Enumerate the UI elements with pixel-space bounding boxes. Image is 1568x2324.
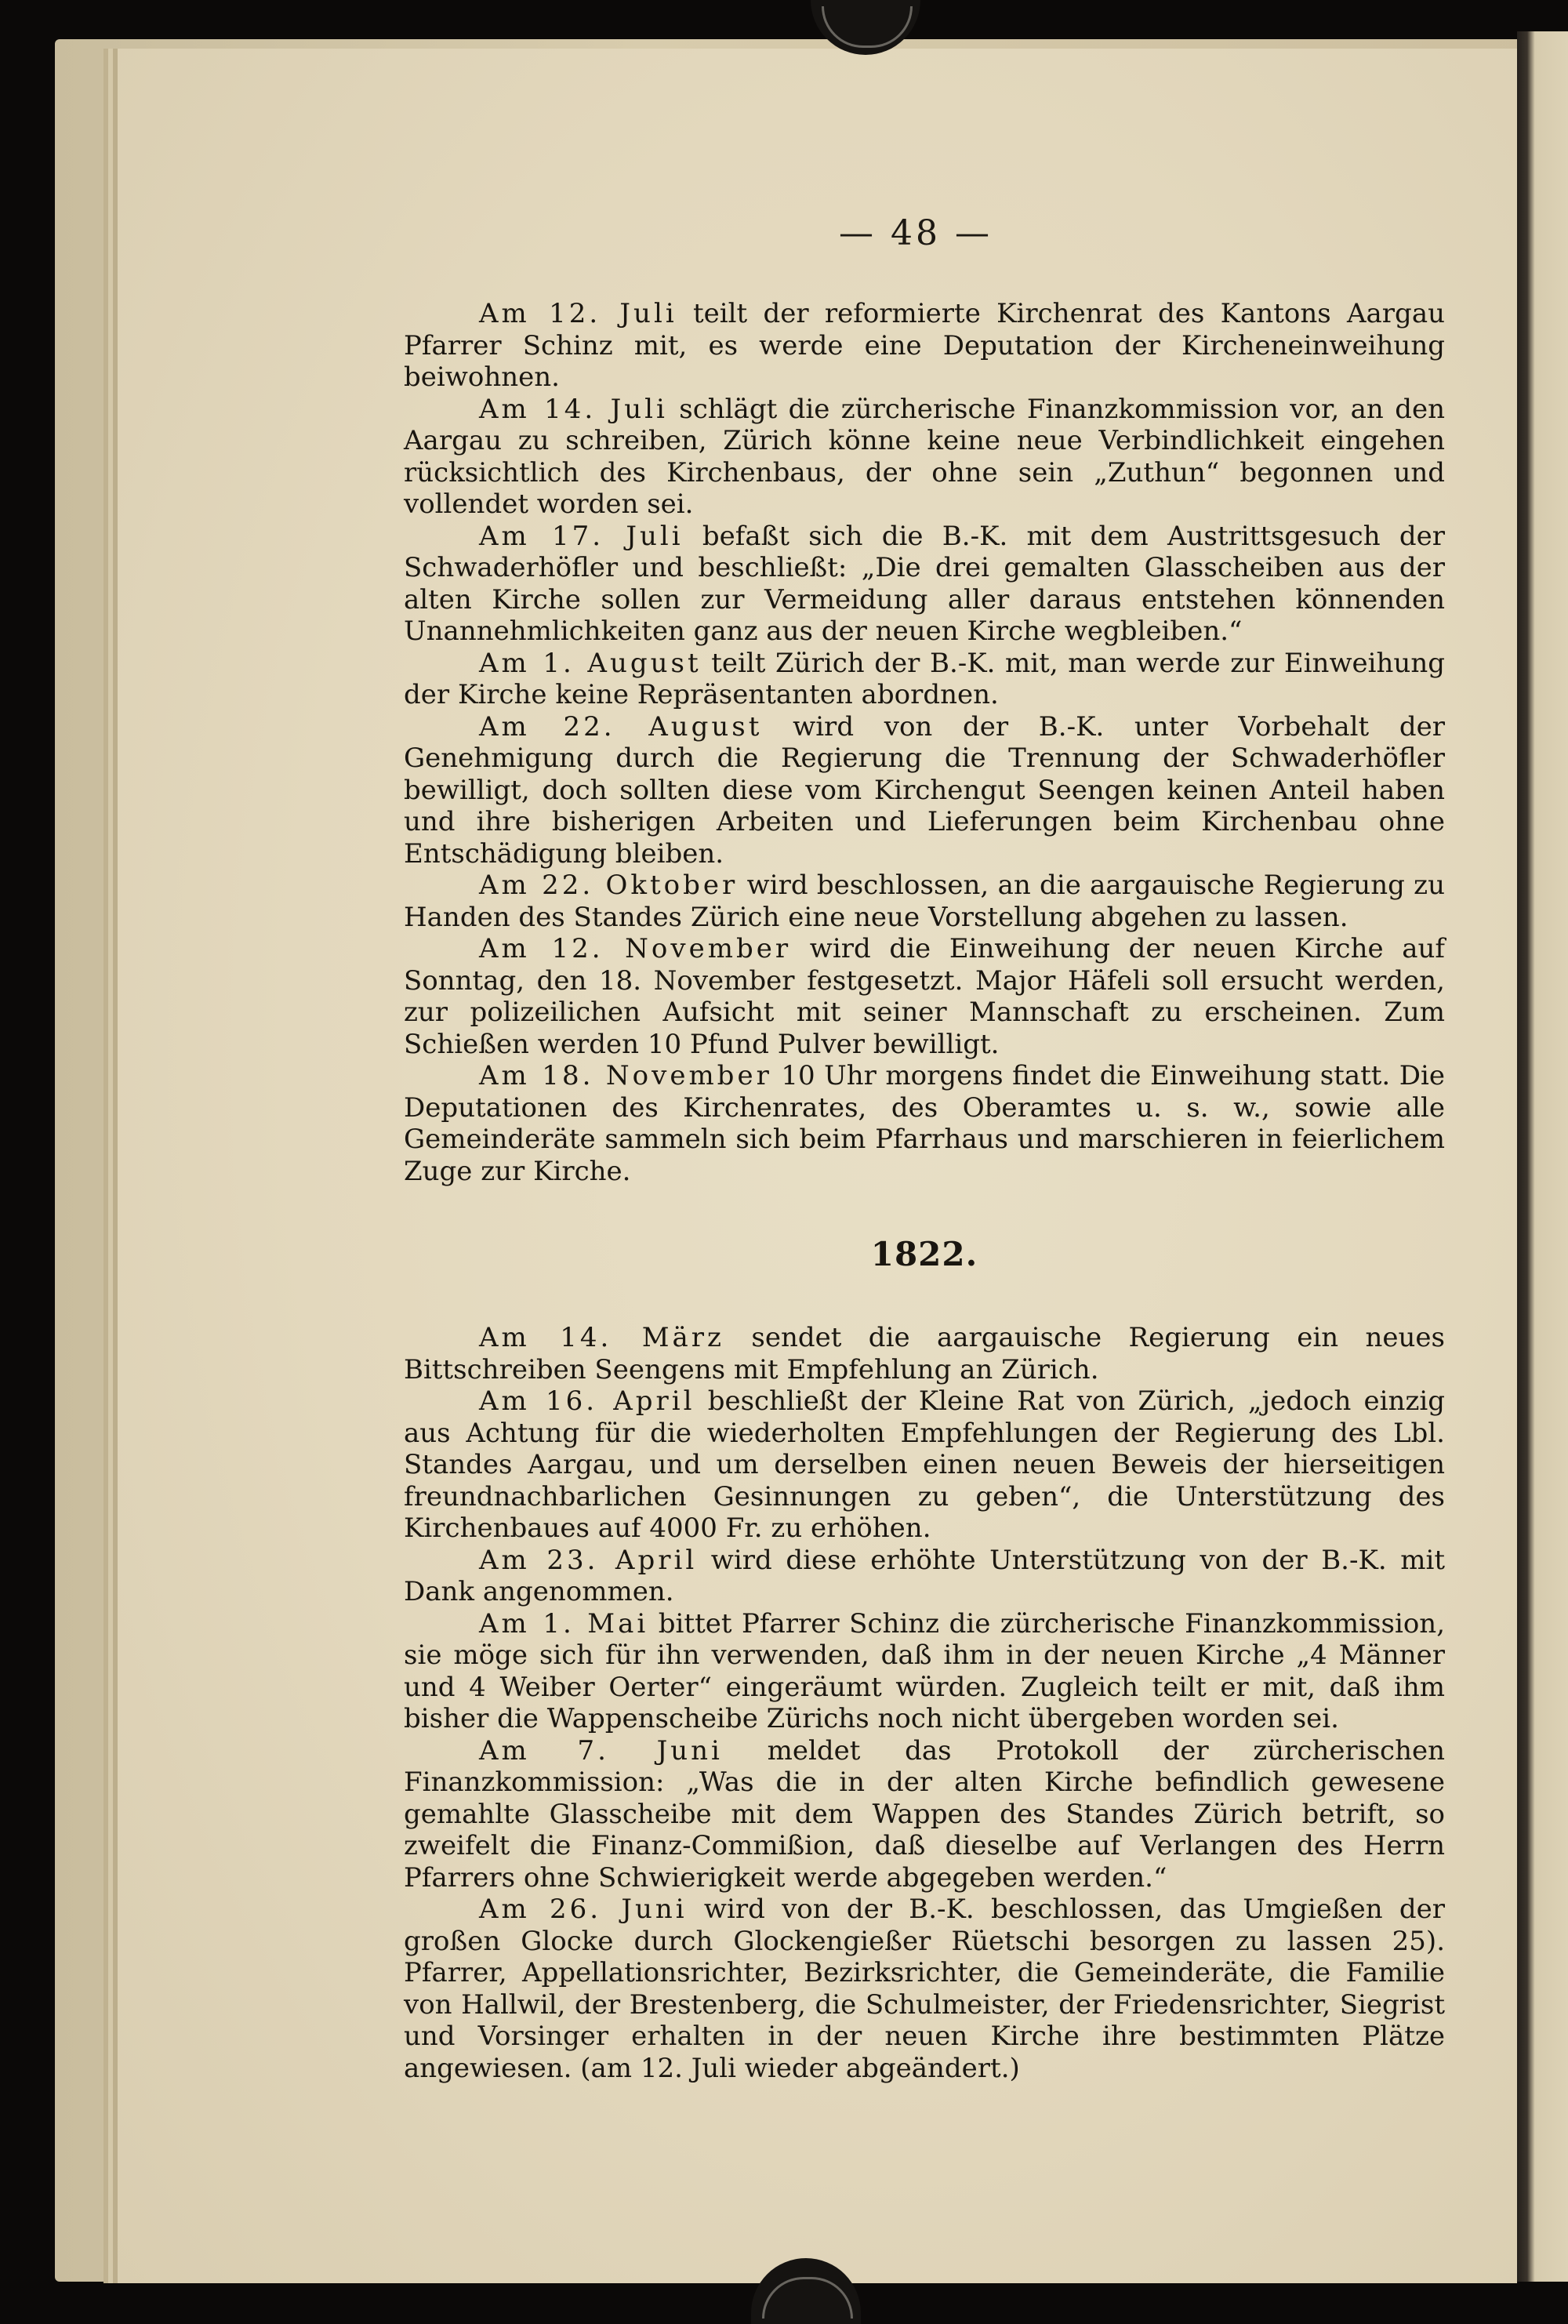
paragraph: Am 7. Juni meldet das Protokoll der zürcherischen Finanzkommission: „Was die in der alten Kirche befindlich gewesene gemahlte Glasscheibe mit dem Wappen des Standes Zürich betrift, so zweifelt die Finanz-Commißion, daß dieselbe auf Verlangen des Herrn Pfarrers ohne Schwierigkeit werde abgegeben werden.“ [404,1734,1445,1894]
paragraph: Am 17. Juli befaßt sich die B.-K. mit dem Austrittsgesuch der Schwaderhöfler und beschließt: „Die drei gemalten Glasscheiben aus der alten Kirche sollen zur Vermeidung aller daraus entstehen könnenden Unannehmlichkeiten ganz aus der neuen Kirche wegbleiben.“ [404,520,1445,647]
paragraph: Am 14. März sendet die aargauische Regierung ein neues Bittschreiben Seengens mit Empfehlung an Zürich. [404,1322,1445,1385]
paragraph: Am 1. Mai bittet Pfarrer Schinz die zürcherische Finanzkommission, sie möge sich für ihn verwenden, daß ihm in der neuen Kirche „4 Männer und 4 Weiber Oerter“ eingeräumt würden. Zugleich teilt er mit, daß ihm bisher die Wappenscheibe Zürichs noch nicht übergeben worden sei. [404,1607,1445,1734]
body-text [404,298,1445,2084]
paragraph: Am 23. April wird diese erhöhte Unterstützung von der B.-K. mit Dank angenommen. [404,1544,1445,1607]
paragraph: Am 12. Juli teilt der reformierte Kirchenrat des Kantons Aargau Pfarrer Schinz mit, es werde eine Deputation der Kircheneinweihung beiwohnen. [404,298,1445,393]
paragraph: Am 1. August teilt Zürich der B.-K. mit, man werde zur Einweihung der Kirche keine Repräsentanten abordnen. [404,647,1445,710]
facing-page-edge [1517,31,1568,2282]
paragraph: Am 14. Juli schlägt die zürcherische Finanzkommission vor, an den Aargau zu schreiben, Zürich könne keine neue Verbindlichkeit eingehen rücksichtlich des Kirchenbaus, der ohne sein „Zuthun“ begonnen und vollendet worden sei. [404,393,1445,520]
paragraph: Am 18. November 10 Uhr morgens findet die Einweihung statt. Die Deputationen des Kirchenrates, des Oberamtes u. s. w., sowie alle Gemeinderäte sammeln sich beim Pfarrhaus und marschieren in feierlichem Zuge zur Kirche. [404,1060,1445,1187]
paragraph: Am 16. April beschließt der Kleine Rat von Zürich, „jedoch einzig aus Achtung für die wiederholten Empfehlungen der Regierung des Lbl. Standes Aargau, und um derselben einen neuen Beweis der hierseitigen freundnachbarlichen Gesinnungen zu geben“, die Unterstützung des Kirchenbaues auf 4000 Fr. zu erhöhen. [404,1385,1445,1544]
paragraph: Am 22. August wird von der B.-K. unter Vorbehalt der Genehmigung durch die Regierung die Trennung der Schwaderhöfler bewilligt, doch sollten diese vom Kirchengut Seengen keinen Anteil haben und ihre bisherigen Arbeiten und Lieferungen beim Kirchenbau ohne Entschädigung bleiben. [404,710,1445,870]
year-heading: 1822. [870,1235,978,1273]
paragraph: Am 12. November wird die Einweihung der neuen Kirche auf Sonntag, den 18. November festgesetzt. Major Häfeli soll ersucht werden, zur polizeilichen Aufsicht mit seiner Mannschaft zu erscheinen. Zum Schießen werden 10 Pfund Pulver bewilligt. [404,933,1445,1060]
paragraph: Am 22. Oktober wird beschlossen, an die aargauische Regierung zu Handen des Standes Zürich eine neue Vorstellung abgehen zu lassen. [404,870,1445,933]
page-number: — 48 — [839,213,993,253]
paragraph: Am 26. Juni wird von der B.-K. beschlossen, das Umgießen der großen Glocke durch Glockengießer Rüetschi besorgen zu lassen 25). Pfarrer, Appellationsrichter, Bezirksrichter, die Gemeinderäte, die Familie von Hallwil, der Brestenberg, die Schulmeister, der Friedensrichter, Siegrist und Vorsinger erhalten in der neuen Kirche ihre bestimmten Plätze angewiesen. (am 12. Juli wieder abgeändert.) [404,1894,1445,2084]
